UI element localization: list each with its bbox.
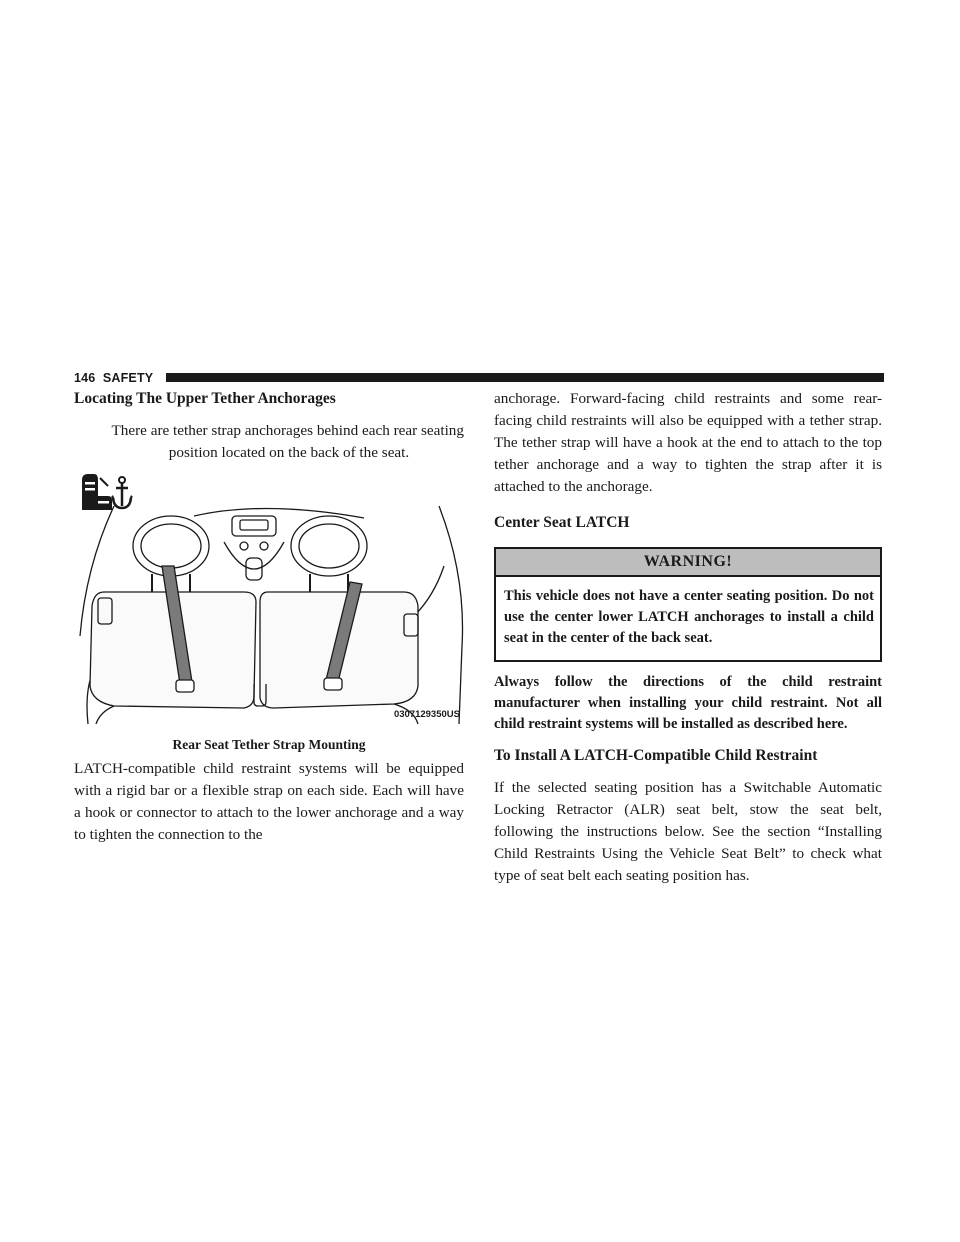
install-latch-heading: To Install A LATCH-Compatible Child Restraint xyxy=(494,747,818,764)
right-column xyxy=(494,388,882,887)
install-latch-paragraph: If the selected seating position has a Switchable Automatic Locking Retractor (ALR) seat belt, stow the seat belt, following the instructions below. See the section “Installing Child Restraints Using the Vehicle Seat Belt” to check what type of seat belt each seating position has. xyxy=(494,779,882,884)
intro-line-1: There are tether strap anchorages behind each rear seating xyxy=(111,422,464,439)
rear-seat-illustration xyxy=(74,506,464,724)
page-header xyxy=(74,370,884,386)
warning-box xyxy=(494,547,882,662)
section-title: SAFETY xyxy=(102,371,154,385)
warning-body: This vehicle does not have a center seating position. Do not use the center lower LATCH anchorages to install a child seat in the center of the back seat. xyxy=(504,588,874,646)
left-column xyxy=(74,388,464,843)
figure-code: 0307129350US xyxy=(393,709,460,720)
anchorage-continuation-paragraph: anchorage. Forward-facing child restraints and some rear-facing child restraints will also be equipped with a tether strap. The tether strap will have a hook at the end to attach to the top tether anchorage and a way to tighten the strap after it is attached to the anchorage. xyxy=(494,390,882,495)
intro-line-2: position located on the back of the seat. xyxy=(168,444,410,461)
manufacturer-directions-paragraph: Always follow the directions of the child restraint manufacturer when installing your child restraint. Not all child restraint systems will be installed as described here. xyxy=(494,674,882,732)
tether-anchorages-heading: Locating The Upper Tether Anchorages xyxy=(74,390,336,407)
center-seat-latch-heading: Center Seat LATCH xyxy=(494,514,630,531)
header-rule xyxy=(166,373,884,382)
latch-compatible-paragraph: LATCH-compatible child restraint systems will be equipped with a rigid bar or a flexible strap on each side. Each will have a hook or connector to attach to the lower anchorage and a way to tighten the connection to the xyxy=(74,760,464,843)
page-number: 146 xyxy=(74,371,96,385)
figure-caption: Rear Seat Tether Strap Mounting xyxy=(172,737,366,752)
page-header-label xyxy=(74,370,153,386)
tether-intro xyxy=(74,420,464,520)
warning-title: WARNING! xyxy=(496,549,880,577)
